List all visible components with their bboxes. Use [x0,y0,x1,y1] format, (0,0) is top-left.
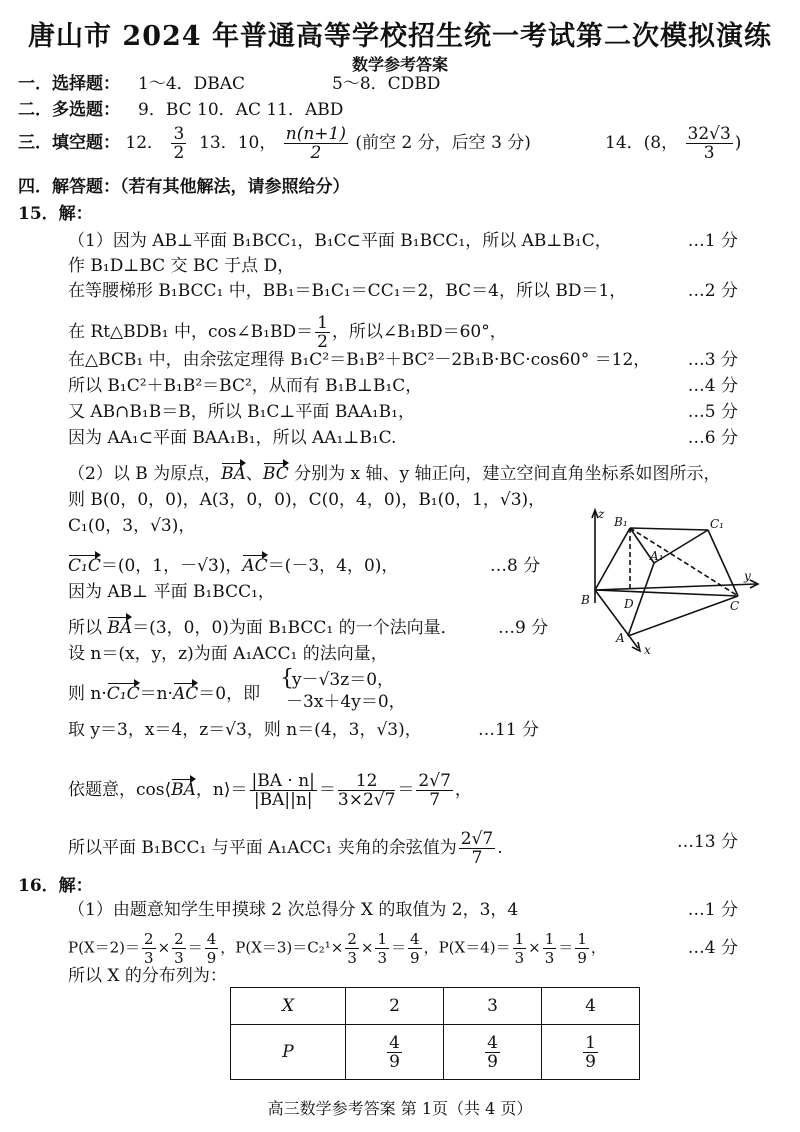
p15-line19: 所以平面 B₁BCC₁ 与平面 A₁ACC₁ 夹角的余弦值为 $\frac{2√7}{7}$ . [68,829,503,868]
p15-line2: 作 B₁D⊥BC 交 BC 于点 D， [68,256,295,276]
p15-score2: …2 分 [687,281,738,301]
half-fraction: $\frac{1}{2}$ [317,313,328,352]
final-cos-fraction: $\frac{2√7}{7}$ [460,829,494,868]
edge-ac [628,596,738,636]
p15-label: 15．解： [18,204,93,224]
sec3-label: 三．填空题： [18,133,120,153]
sec1-ans2: 5～8．CDBD [332,74,441,94]
q13-fraction: $\frac{n(n+1)}{2}$ [285,124,346,163]
y-axis [595,584,756,590]
vector-ac: AC [242,556,268,576]
q12-fraction: $\frac{3}{2}$ [173,124,185,163]
sec1-label: 一．选择题： [18,74,120,94]
distribution-table [230,987,640,1080]
vector-ac-2: AC [172,684,199,704]
page-title: 唐山市 2024 年普通高等学校招生统一考试第二次模拟演练 [28,21,772,52]
vector-ba-2: BA [107,618,133,638]
p16-label: 16．解： [18,876,93,896]
cos-fraction-1: $\frac{|BA \cdot n|}{|BA||n|}$ [251,771,315,810]
fig-label-c1: C₁ [710,517,724,531]
q13-label: 13．10， [199,133,277,153]
p15-score6: …6 分 [687,428,738,448]
p15-line11: C₁(0，3，√3)， [68,516,196,536]
p15-score13: …13 分 [676,832,738,852]
p15-line15: 设 n＝(x，y，z)为面 A₁ACC₁ 的法向量， [68,644,388,664]
table-cell: 4 [542,988,640,1025]
p15-score9: …9 分 [498,618,549,638]
fig-label-a: A [616,631,625,645]
cos-fraction-2: $\frac{12}{3\times 2√7}$ [337,771,396,810]
p15-line9: （2）以 B 为原点，BA、BC 分别为 x 轴、y 轴正向，建立空间直角坐标系如图所示， [68,464,721,484]
q14-answer: 14．(8， $\frac{32√3}{3}$ ) [605,124,742,163]
table-cell: $\frac{4}{9}$ [346,1025,444,1080]
p16-line3: 所以 X 的分布列为： [68,966,227,986]
p15-score3: …3 分 [687,350,738,370]
p15-line16: 则 n·C₁C＝n·AC＝0，即 [68,684,261,704]
edge-b1c1 [630,528,708,530]
p16-line1: （1）由题意知学生甲摸球 2 次总得分 X 的取值为 2，3，4 [68,900,519,920]
p15-line7: 又 AB∩B₁B＝B，所以 B₁C⊥平面 BAA₁B₁， [68,402,415,422]
prism-diagram [578,508,778,658]
cos-fraction-3: $\frac{2√7}{7}$ [418,771,451,810]
p16-line2: P(X＝2)＝ $\frac{2}{3}$ × $\frac{2}{3}$ ＝ $\frac{4}{9}$ ，P(X＝3)＝C₂¹× $\frac{2}{3}$ × $\frac{1}{3}$ ＝ $\frac{4}{9}$ ，P(X＝4)＝ $\frac{1}{3}$ × $\frac{1}{3}$ ＝ $\frac{1}{9}$ ， [68,930,606,967]
table-row [231,1025,640,1080]
fig-label-b: B [581,593,590,607]
p15-line1: （1）因为 AB⊥平面 B₁BCC₁，B₁C⊂平面 B₁BCC₁，所以 AB⊥B₁C， [68,231,612,251]
p15-line3: 在等腰梯形 B₁BCC₁ 中，BB₁＝B₁C₁＝CC₁＝2，BC＝4，所以 BD＝1， [68,281,627,301]
p15-line5: 在△BCB₁ 中，由余弦定理得 B₁C²＝B₁B²＋BC²－2B₁B·BC·cos60° ＝12， [68,350,651,370]
q13-note: (前空 2 分，后空 3 分) [355,133,531,153]
fig-label-x: x [644,643,651,657]
page-subtitle: 数学参考答案 [351,55,448,74]
system-eq1: y－√3z＝0， [292,670,395,690]
vector-c1c: C₁C [68,556,101,576]
p15-line12: C₁C＝(0，1，－√3)，AC＝(－3，4，0)， [68,556,399,576]
p15-line18: 依题意，cos⟨BA，n⟩＝ $\frac{|BA \cdot n|}{|BA||n|}$ ＝ $\frac{12}{3\times 2√7}$ ＝ $\frac{2√7}{7}$ ， [68,771,472,810]
table-cell: 2 [346,988,444,1025]
p15-line6: 所以 B₁C²＋B₁B²＝BC²，从而有 B₁B⊥B₁C， [68,376,423,396]
p15-line17: 取 y＝3，x＝4，z＝√3，则 n＝(4，3，√3)， [68,720,422,740]
system-brace: { [280,666,294,691]
sec1-ans1: 1～4．DBAC [138,74,246,94]
p16-score4: …4 分 [687,938,738,958]
fig-label-a1: A₁ [650,549,664,563]
system-eq2: －3x＋4y＝0， [286,692,406,712]
q14-fraction: $\frac{32√3}{3}$ [687,124,731,163]
table-cell: $\frac{1}{9}$ [542,1025,640,1080]
table-cell: $\frac{4}{9}$ [444,1025,542,1080]
p16-score1: …1 分 [687,900,738,920]
vector-bc: BC [262,464,289,484]
vector-ba: BA [221,464,246,484]
p15-score1: …1 分 [687,231,738,251]
table-cell: 3 [444,988,542,1025]
edge-bb1 [595,528,630,590]
fig-label-z: z [598,508,605,521]
sec4-label: 四．解答题：（若有其他解法，请参照给分） [18,177,350,197]
p15-line4: 在 Rt△BDB₁ 中，cos∠B₁BD＝ $\frac{1}{2}$ ，所以∠B₁BD＝60°， [68,313,507,352]
fig-label-d: D [624,597,634,611]
p15-score5: …5 分 [687,402,738,422]
sec2-ans: 9．BC 10．AC 11．ABD [138,100,344,120]
fig-label-y: y [744,569,751,583]
sec2-label: 二．多选题： [18,100,120,120]
p15-line13: 因为 AB⊥ 平面 B₁BCC₁， [68,582,275,602]
edge-bc [595,590,738,596]
p15-score8: …8 分 [490,556,541,576]
vector-c1c-2: C₁C [106,684,140,704]
fig-label-c: C [730,599,740,613]
p15-score4: …4 分 [687,376,738,396]
fig-label-b1: B₁ [614,515,628,529]
p15-score11: …11 分 [478,720,540,740]
sec3-line [18,125,531,162]
q12-label: 12． [125,133,165,153]
vector-ba-3: BA [171,780,196,800]
table-cell: P [231,1025,346,1080]
p15-line14: 所以 BA＝(3，0，0)为面 B₁BCC₁ 的一个法向量． [68,618,458,638]
table-cell: X [231,988,346,1025]
page-footer: 高三数学参考答案 第 1页（共 4 页） [267,1099,533,1118]
p15-line10: 则 B(0，0，0)，A(3，0，0)，C(0，4，0)，B₁(0，1，√3)， [68,490,546,510]
table-row [231,988,640,1025]
p15-line8: 因为 AA₁⊂平面 BAA₁B₁，所以 AA₁⊥B₁C. [68,428,397,448]
